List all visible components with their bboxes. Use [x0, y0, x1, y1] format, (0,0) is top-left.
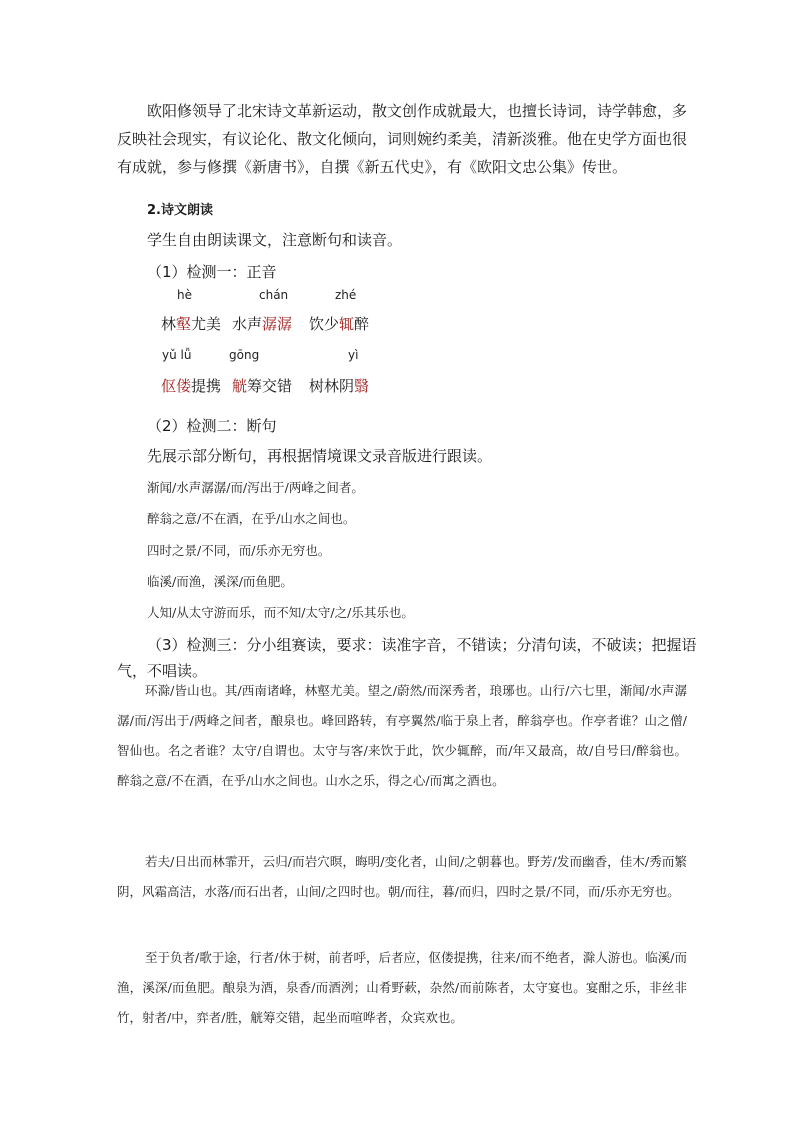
pinyin-yulv: yǔ lǚ: [162, 348, 192, 362]
full-text-paragraph-2: 若夫/日出而林霏开，云归/而岩穴暝，晦明/变化者，山间/之朝暮也。野芳/发而幽香，佳木/秀而繁阴，风霜高洁，水落/而石出者，山间/之四时也。朝/而往，暮/而归，四时之景/不同，而/乐亦无穷也。: [117, 854, 687, 899]
intro-paragraph: 欧阳修领导了北宋诗文革新运动，散文创作成就最大，也擅长诗词，诗学韩愈，多反映社会现实，有议论化、散文化倾向，词则婉约柔美，清新淡雅。他在史学方面也很有成就，参与修撰《新唐书》，自撰《新五代史》，有《欧阳文忠公集》传世。: [117, 102, 688, 176]
full-text-paragraph-1: 环滁/皆山也。其/西南诸峰，林壑尤美。望之/蔚然/而深秀者，琅琊也。山行/六七里，渐闻/水声潺潺/而/泻出于/两峰之间者，酿泉也。峰回路转，有亭翼然/临于泉上者，醉翁亭也。作亭者谁？山之僧/智仙也。名之者谁？太守/自谓也。太守与客/来饮于此，饮少辄醉，而/年又最高，故/自号曰/醉翁也。醉翁之意/不在酒，在乎/山水之间也。山水之乐，得之心/而寓之酒也。: [117, 683, 687, 788]
pinyin-zhe: zhé: [335, 288, 357, 302]
segment-line-1: 渐闻/水声潺潺/而/泻出于/两峰之间者。: [147, 480, 364, 495]
full-text-paragraph-3: 至于负者/歌于途，行者/休于树，前者呼，后者应，伛偻提携，往来/而不绝者，滁人游也。临溪/而渔，溪深/而鱼肥。酿泉为酒，泉香/而酒洌；山肴野蔌，杂然/而前陈者，太守宴也。宴酣之乐，非丝非竹，射者/中，弈者/胜，觥筹交错，起坐而喧哗者，众宾欢也。: [117, 950, 687, 1025]
section-heading: 2.诗文朗读: [147, 203, 213, 218]
pinyin-yi: yì: [348, 348, 359, 362]
pinyin-gong: gōng: [229, 348, 260, 362]
word-yinyi: 树林阴翳: [309, 377, 370, 395]
check3-requirement: （3）检测三：分小组赛读，要求：读准字音，不错读；分清句读，不破读；把握语气，不唱读。: [117, 636, 697, 680]
word-yulv: 伛偻提携: [161, 377, 222, 395]
segment-line-3: 四时之景/不同，而/乐亦无穷也。: [147, 543, 331, 558]
word-linhe: 林壑尤美: [161, 315, 222, 333]
check1-title: （1）检测一：正音: [147, 263, 277, 281]
check2-title: （2）检测二：断句: [147, 417, 277, 435]
reading-instruction: 学生自由朗读课文，注意断句和读音。: [147, 231, 403, 249]
word-gongchou: 觥筹交错: [232, 377, 293, 395]
segment-line-4: 临溪/而渔，溪深/而鱼肥。: [147, 574, 293, 589]
segment-line-5: 人知/从太守游而乐，而不知/太守/之/乐其乐也。: [147, 605, 414, 620]
pinyin-chan: chán: [259, 288, 289, 302]
pinyin-he: hè: [177, 288, 192, 302]
check2-intro: 先展示部分断句，再根据情境课文录音版进行跟读。: [147, 447, 493, 465]
word-zhezui: 饮少辄醉: [309, 315, 370, 333]
word-chanchan: 水声潺潺: [232, 315, 293, 333]
segment-line-2: 醉翁之意/不在酒，在乎/山水之间也。: [147, 511, 356, 526]
